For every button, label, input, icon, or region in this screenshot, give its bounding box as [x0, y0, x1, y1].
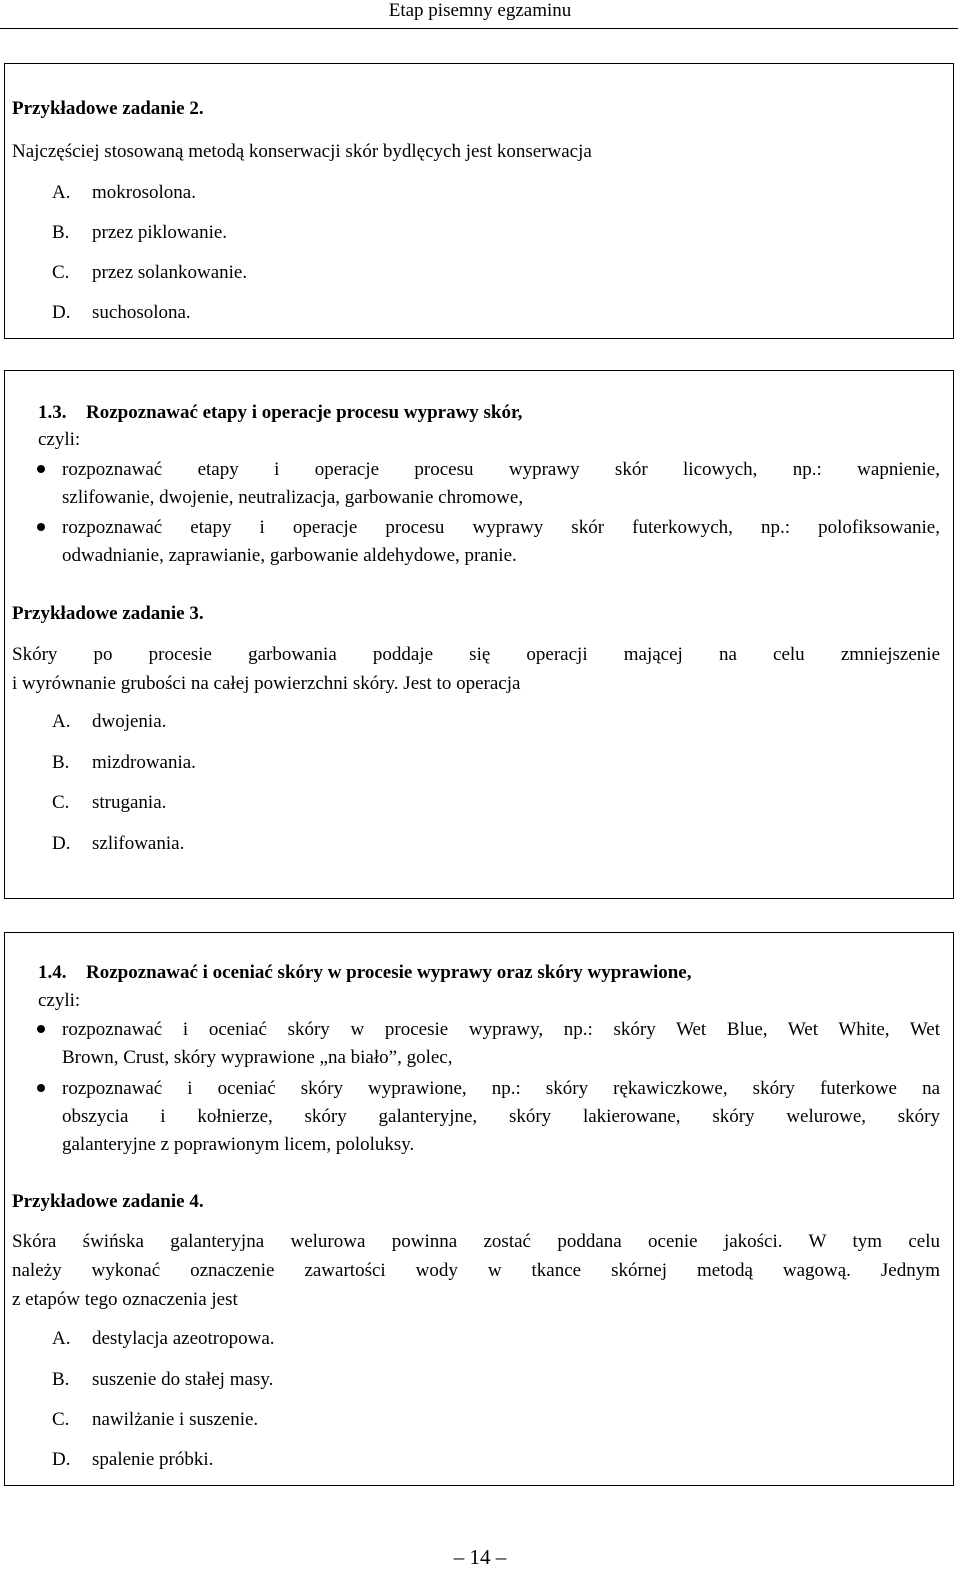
task-3-heading: Przykładowe zadanie 3. — [12, 603, 204, 624]
task-4-heading: Przykładowe zadanie 4. — [12, 1191, 204, 1212]
page-header: Etap pisemny egzaminu — [388, 0, 572, 21]
section-1-3-bullet-2-line-1: rozpoznawać etapy i operacje procesu wyprawy skór futerkowych, np.: polofiksowanie, — [62, 517, 940, 538]
section-1-3-bullet-1-line-2: szlifowanie, dwojenie, neutralizacja, garbowanie chromowe, — [62, 487, 524, 508]
section-1-3-czyli: czyli: — [38, 429, 81, 450]
task-2-option-d: D. suchosolona. — [52, 302, 191, 323]
section-1-3-bullet-1-line-1: rozpoznawać etapy i operacje procesu wyprawy skór licowych, np.: wapnienie, — [62, 459, 940, 480]
page-number: – 14 – — [453, 1545, 507, 1569]
task-3-option-b: B. mizdrowania. — [52, 752, 196, 773]
section-1-4-bullet-2-line-2: obszycia i kołnierze, skóry galanteryjne, skóry lakierowane, skóry welurowe, skóry — [62, 1106, 940, 1127]
task-4-question-line-2: należy wykonać oznaczenie zawartości wody w tkance skórnej metodą wagową. Jednym — [12, 1260, 940, 1281]
task-4-option-d: D. spalenie próbki. — [52, 1449, 214, 1470]
section-1-3-box — [4, 370, 954, 899]
task-2-heading: Przykładowe zadanie 2. — [12, 98, 204, 119]
section-1-4-bullet-2-line-1: rozpoznawać i oceniać skóry wyprawione, np.: skóry rękawiczkowe, skóry futerkowe na — [62, 1078, 940, 1099]
task-3-question-line-2: i wyrównanie grubości na całej powierzchni skóry. Jest to operacja — [12, 673, 521, 694]
task-4-option-b: B. suszenie do stałej masy. — [52, 1369, 274, 1390]
section-1-4-title: Rozpoznawać i oceniać skóry w procesie wyprawy oraz skóry wyprawione, — [86, 962, 692, 983]
task-3-option-c: C. strugania. — [52, 792, 167, 813]
bullet-icon — [37, 523, 45, 531]
bullet-icon — [37, 1084, 45, 1092]
section-1-3-number: 1.3. — [38, 402, 67, 423]
section-1-4-number: 1.4. — [38, 962, 67, 983]
header-rule — [0, 28, 958, 29]
section-1-3-title: Rozpoznawać etapy i operacje procesu wyprawy skór, — [86, 402, 523, 423]
task-2-option-c: C. przez solankowanie. — [52, 262, 248, 283]
section-1-4-bullet-1-line-1: rozpoznawać i oceniać skóry w procesie wyprawy, np.: skóry Wet Blue, Wet White, Wet — [62, 1019, 940, 1040]
bullet-icon — [37, 465, 45, 473]
bullet-icon — [37, 1025, 45, 1033]
task-3-question-line-1: Skóry po procesie garbowania poddaje się operacji mającej na celu zmniejszenie — [12, 644, 940, 665]
task-2-question: Najczęściej stosowaną metodą konserwacji skór bydlęcych jest konserwacja — [12, 141, 592, 162]
task-4-option-a: A. destylacja azeotropowa. — [52, 1328, 275, 1349]
task-4-question-line-3: z etapów tego oznaczenia jest — [12, 1289, 238, 1310]
section-1-4-bullet-1-line-2: Brown, Crust, skóry wyprawione „na biało”, golec, — [62, 1047, 453, 1068]
task-4-question-line-1: Skóra świńska galanteryjna welurowa powinna zostać poddana ocenie jakości. W tym celu — [12, 1231, 940, 1252]
section-1-3-bullet-2-line-2: odwadnianie, zaprawianie, garbowanie aldehydowe, pranie. — [62, 545, 517, 566]
section-1-4-czyli: czyli: — [38, 990, 81, 1011]
task-3-option-d: D. szlifowania. — [52, 833, 185, 854]
task-4-option-c: C. nawilżanie i suszenie. — [52, 1409, 259, 1430]
section-1-4-bullet-2-line-3: galanteryjne z poprawionym licem, pololuksy. — [62, 1134, 415, 1155]
task-2-option-a: A. mokrosolona. — [52, 182, 196, 203]
task-2-option-b: B. przez piklowanie. — [52, 222, 228, 243]
task-3-option-a: A. dwojenia. — [52, 711, 167, 732]
